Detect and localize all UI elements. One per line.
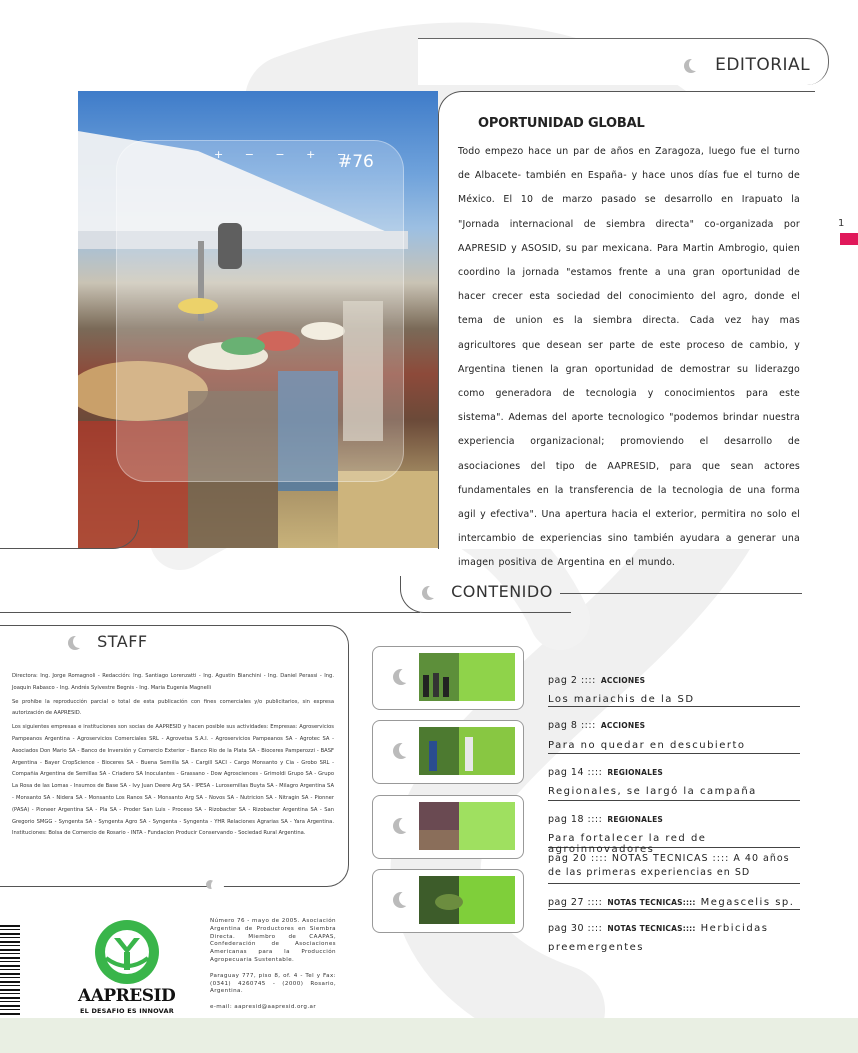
footer-band xyxy=(0,1018,858,1053)
staff-credits xyxy=(12,671,334,842)
toc-title: Los mariachis de la SD xyxy=(548,694,695,705)
thumbnail-image xyxy=(419,727,515,775)
crescent-icon xyxy=(68,636,82,650)
imprint-address: Paraguay 777, piso 8, of. 4 - Tel y Fax: (0341) 4260745 - (2000) Rosario, Argentina. xyxy=(210,972,336,995)
toc-page: pag 8 :::: xyxy=(548,720,596,731)
toc-title: Megascelis sp. xyxy=(700,897,795,908)
article-title: OPORTUNIDAD GLOBAL xyxy=(478,116,645,131)
decorative-crosses: + − − + − xyxy=(214,148,356,161)
staff-editors: Directora: Ing. Jorge Romagnoli - Redacción: Ing. Santiago Lorenzatti - Ing. Agustin Bianchini - Ing. Daniel Perassi - Ing. Joaquin Rabasco - Ing. Andrés Sylvestre Begnis - Ing. Maria Eugenia Magnelli xyxy=(12,673,334,691)
thumbnail-image xyxy=(419,802,515,850)
thumbnail-2[interactable] xyxy=(372,720,524,784)
staff-sponsors: Los siguientes empresas e instituciones son socias de AAPRESID y hacen posible sus actividades: Empresas: Agroservicios Pampeanos Argentina - Agroservicios Comerciales SRL - Agrovetsa S.A.I. - Agroservicios Pampeanos SA - Agrotec SA - Asociados Don Mario SA - Banco de Inversión y Comercio Exterior - Banco Rio de la Plata SA - Bioceres Pamperozzi - BASF Argentina - Bayer CropScience - Bioceres SA - Buena Semilla SA - Cargill SACI - Cargo Monsanto y Cia - Grobo SRL - Compañia Argentina de Semillas SA - Criadero SA Inoculantes - Grassano - Dow Agrosciences - Grimoldi Grupo SA - Grupo La Rosa de las Lomas - Insumos de Base SA - Ivy Juan Deere Arg SA - IPESA - Lurosemillas Buyta SA - Milagro Argentina SA - Monsanto SA - Nidera SA - Monsanto Los Ranos SA - Monsanto Arg SA - Novos SA - Nutricion SA - Nitragin SA - Pionner (PASA) - Pioneer Argentina SA - Pla SA - Proder San Luis - Proceso SA - Rizobacter SA - Rizobacter Argentina SA - San Gregorio SMGG - Syngenta SA - Syngenta Agro SA - Syngenta - Syngenta - YHR Relaciones Agrarias SA - Yara Argentina. Instituciones: Bolsa de Comercio de Rosario - INTA - Fundacion Producir Conservando - Sociedad Rural Argentina. xyxy=(12,724,334,837)
imprint-email: e-mail: aapresid@aapresid.org.ar xyxy=(210,1004,317,1011)
toc-item[interactable] xyxy=(548,807,800,855)
toc-item[interactable] xyxy=(548,916,840,954)
section-title-contenido: CONTENIDO xyxy=(451,582,553,601)
section-title-staff: STAFF xyxy=(97,632,148,651)
staff-tab xyxy=(0,625,349,662)
imprint-issue: Número 76 - mayo de 2005. Asociación Argentina de Productores en Siembra Directa. Miembro de CAAPAS, Confederación de Asociaciones Americanas para la Producción Agropecuaria Sustentable. xyxy=(210,918,336,963)
section-title-editorial: EDITORIAL xyxy=(715,55,811,75)
toc-title: pag 20 :::: NOTAS TECNICAS :::: A 40 años de las primeras experiencias en SD xyxy=(548,853,790,878)
contenido-divider xyxy=(560,593,802,594)
toc-page: pag 2 :::: xyxy=(548,675,596,686)
article-body: Todo empezo hace un par de años en Zaragoza, luego fue el turno de Albacete- también en España- y hace unos días fue el turno de México. El 10 de marzo pasado se desarrollo en Irapuato la "Jornada internacional de siembra directa" co-organizada por AAPRESID y ASOSID, su par mexicana. Para Martin Ambrogio, quien coordino la jornada "estamos frente a una gran oportunidad de hacer crecer esta sociedad del conocimiento del agro, donde el tema de union es la siembra directa. Cada vez hay mas agricultores que desean ser parte de este proceso de cambio, y Argentina tienen la gran oportunidad de demostrar su liderazgo como generadora de tecnologia y conocimientos para este sistema". Ademas del aporte tecnologico "podemos brindar nuestra experiencia organizacional; promoviendo el desarrollo de asociaciones del tipo de AAPRESID, para que sean actores fundamentales en la transferencia de la tecnologia de una forma agil y efectiva". Una apertura hacia el exterior, permitira no solo el intercambio de experiencias sino también ayudara a generar una imagen positiva de Argentina en el mundo. xyxy=(458,146,800,569)
toc-page: pag 14 :::: xyxy=(548,767,603,778)
crescent-icon xyxy=(393,892,409,908)
toc-item[interactable] xyxy=(548,668,800,707)
toc-category: NOTAS TECNICAS:::: xyxy=(607,924,696,933)
toc-item[interactable] xyxy=(548,852,800,884)
toc-category: ACCIONES xyxy=(600,676,646,685)
toc-title: Regionales, se largó la campaña xyxy=(548,786,757,797)
toc-title: Para no quedar en descubierto xyxy=(548,740,746,751)
page-number: 1 xyxy=(838,218,845,229)
staff-header xyxy=(68,632,148,651)
thumbnail-3[interactable] xyxy=(372,795,524,859)
toc-item[interactable] xyxy=(548,713,800,754)
toc-category: REGIONALES xyxy=(607,768,664,777)
toc-title: Herbicidas preemergentes xyxy=(548,923,769,953)
logo-name: AAPRESID xyxy=(78,986,176,1006)
decorative-curve xyxy=(0,520,139,549)
issue-number: #76 xyxy=(338,152,374,172)
toc-category: REGIONALES xyxy=(607,815,664,824)
toc-item[interactable] xyxy=(548,760,800,801)
thumbnail-image xyxy=(419,876,515,924)
editorial-header xyxy=(684,55,810,75)
crescent-icon xyxy=(206,880,215,889)
toc-page: pag 30 :::: xyxy=(548,923,603,934)
toc-title: Para fortalecer la red de agroinnovadores xyxy=(548,833,707,855)
logo-slogan: EL DESAFIO ES INNOVAR xyxy=(80,1007,174,1015)
crescent-icon xyxy=(684,59,698,73)
toc-category: NOTAS TECNICAS:::: xyxy=(607,898,696,907)
aapresid-logo-icon xyxy=(84,918,170,986)
staff-copyright: Se prohibe la reproducción parcial o total de esta publicación con fines comerciales y/o publicitarios, sin expresa autorización de AAPRESID. xyxy=(12,698,334,717)
contenido-header xyxy=(422,582,553,601)
crescent-icon xyxy=(393,743,409,759)
page-accent-bar xyxy=(840,233,858,245)
toc-category: ACCIONES xyxy=(600,721,646,730)
staff-divider xyxy=(0,612,420,613)
photo-overlay-frame xyxy=(116,140,404,482)
toc-page: pag 27 :::: xyxy=(548,897,603,908)
crescent-icon xyxy=(393,669,409,685)
barcode xyxy=(0,925,20,1015)
crescent-icon xyxy=(393,818,409,834)
thumbnail-image xyxy=(419,653,515,701)
thumbnail-4[interactable] xyxy=(372,869,524,933)
crescent-icon xyxy=(422,586,436,600)
toc-item[interactable] xyxy=(548,890,800,910)
imprint xyxy=(210,918,336,1020)
staff-end-mark xyxy=(206,874,215,893)
thumbnail-1[interactable] xyxy=(372,646,524,710)
toc-page: pag 18 :::: xyxy=(548,814,603,825)
